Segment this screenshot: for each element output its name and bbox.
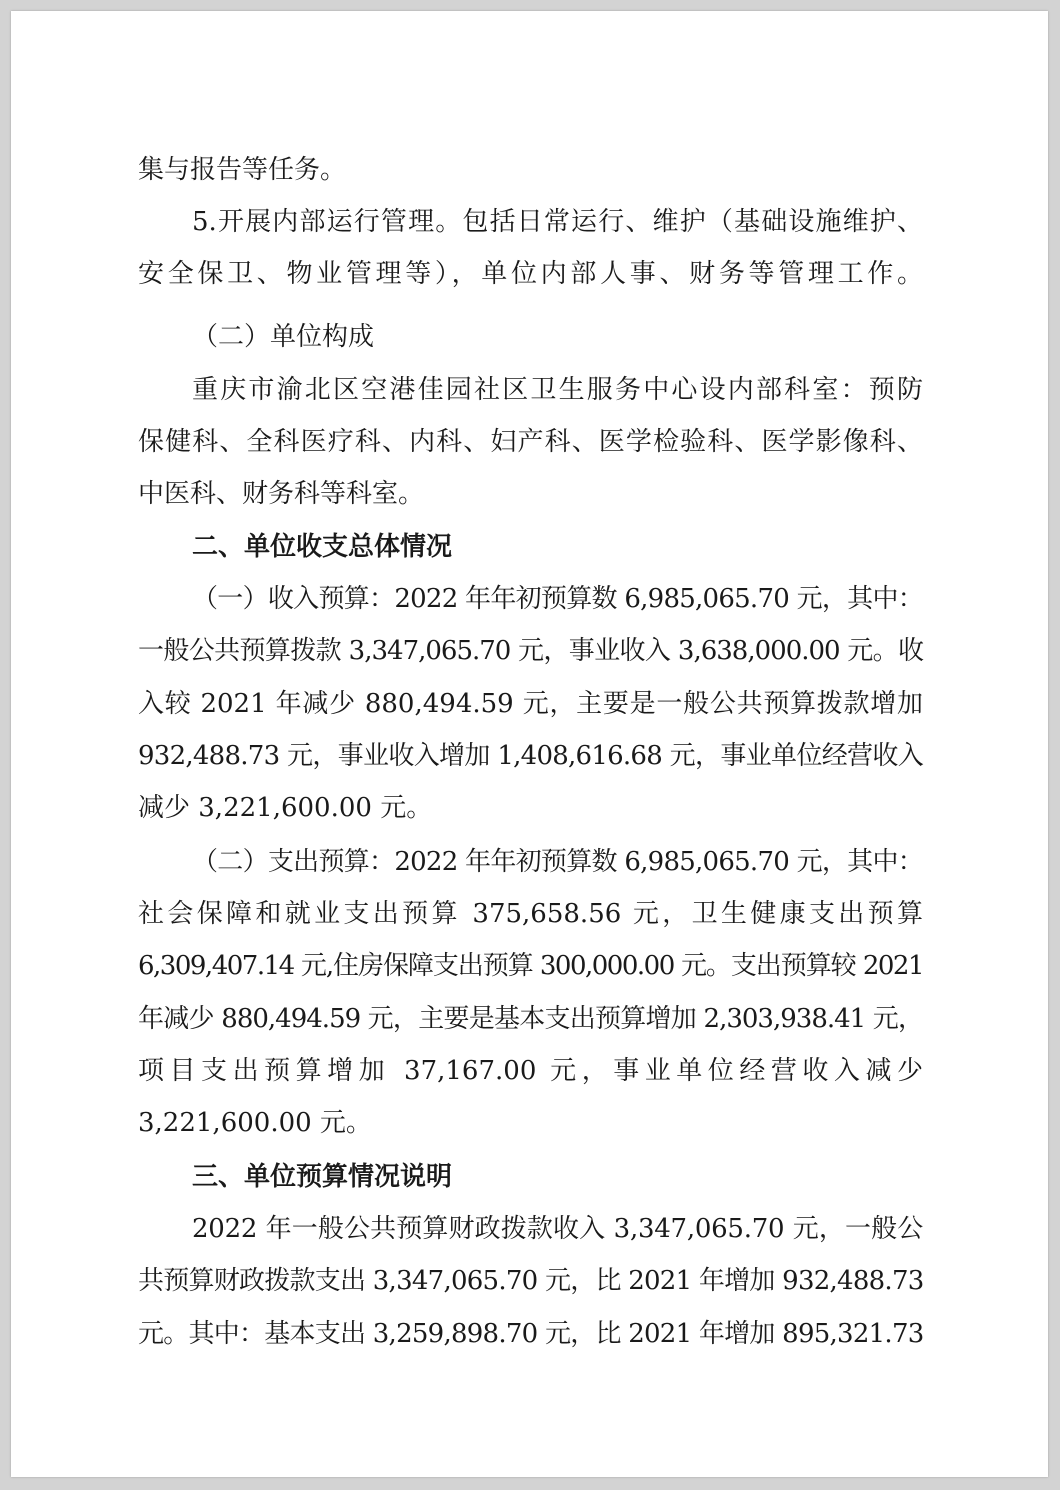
section-subheading: （二）单位构成 — [192, 322, 375, 352]
text-line: 932,488.73 元，事业收入增加 1,408,616.68 元，事业单位经营收入 — [138, 741, 923, 771]
text-line: （二）支出预算：2022 年年初预算数 6,985,065.70 元，其中： — [192, 847, 923, 877]
section-heading: 二、单位收支总体情况 — [192, 532, 453, 562]
text-line: 一般公共预算拨款 3,347,065.70 元，事业收入 3,638,000.00 元。收 — [138, 636, 923, 666]
text-line: 共预算财政拨款支出 3,347,065.70 元，比 2021 年增加 932,488.73 — [138, 1266, 924, 1296]
text-line: （一）收入预算：2022 年年初预算数 6,985,065.70 元，其中： — [192, 584, 923, 614]
text-line: 减少 3,221,600.00 元。 — [138, 793, 433, 823]
text-line: 安全保卫、物业管理等），单位内部人事、财务等管理工作。 — [138, 259, 923, 289]
text-line: 6,309,407.14 元,住房保障支出预算 300,000.00 元。支出预算较 2021 — [138, 951, 923, 981]
text-line: 年减少 880,494.59 元，主要是基本支出预算增加 2,303,938.41 元， — [138, 1004, 923, 1034]
text-line: 中医科、财务科等科室。 — [138, 479, 425, 509]
text-line: 保健科、全科医疗科、内科、妇产科、医学检验科、医学影像科、 — [138, 427, 923, 457]
text-line: 3,221,600.00 元。 — [138, 1108, 372, 1138]
document-page — [11, 11, 1048, 1477]
text-line: 社会保障和就业支出预算 375,658.56 元，卫生健康支出预算 — [138, 899, 923, 929]
text-line: 项目支出预算增加 37,167.00 元，事业单位经营收入减少 — [138, 1056, 923, 1086]
text-line: 元。其中：基本支出 3,259,898.70 元，比 2021 年增加 895,321.73 — [138, 1319, 924, 1349]
text-line: 集与报告等任务。 — [138, 155, 347, 185]
text-line: 重庆市渝北区空港佳园社区卫生服务中心设内部科室：预防 — [192, 375, 923, 405]
section-heading: 三、单位预算情况说明 — [192, 1162, 453, 1192]
text-line: 2022 年一般公共预算财政拨款收入 3,347,065.70 元，一般公 — [192, 1214, 923, 1244]
text-line: 入较 2021 年减少 880,494.59 元，主要是一般公共预算拨款增加 — [138, 689, 923, 719]
text-line: 5.开展内部运行管理。包括日常运行、维护（基础设施维护、 — [192, 207, 923, 237]
